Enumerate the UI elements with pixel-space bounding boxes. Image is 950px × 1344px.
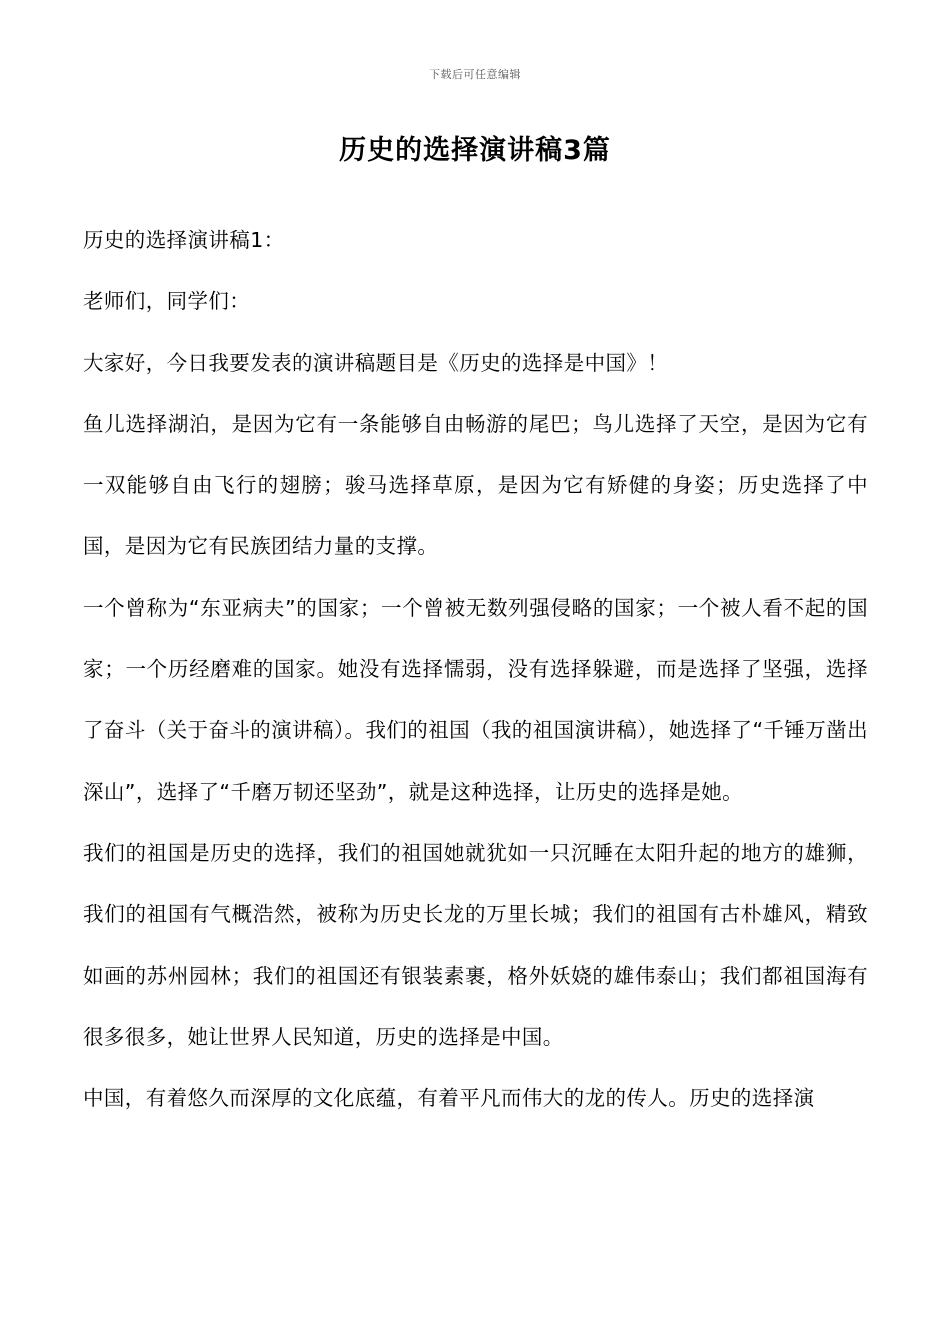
paragraph: 鱼儿选择湖泊，是因为它有一条能够自由畅游的尾巴；鸟儿选择了天空，是因为它有一双能够自由飞行的翅膀；骏马选择草原，是因为它有矫健的身姿；历史选择了中国，是因为它有民族团结力量的支撑。 [83,411,868,559]
document-title: 历史的选择演讲稿3篇 [339,135,611,166]
paragraph: 中国，有着悠久而深厚的文化底蕴，有着平凡而伟大的龙的传人。历史的选择演 [83,1086,815,1111]
speech-subtitle: 历史的选择演讲稿1： [83,228,285,252]
salutation: 老师们，同学们： [83,289,251,314]
document-body [83,210,868,1129]
paragraph: 大家好，今日我要发表的演讲稿题目是《历史的选择是中国》！ [83,350,669,375]
paragraph: 我们的祖国是历史的选择，我们的祖国她就犹如一只沉睡在太阳升起的地方的雄狮，我们的祖国有气概浩然，被称为历史长龙的万里长城；我们的祖国有古朴雄风，精致如画的苏州园林；我们的祖国还有银装素裹，格外妖娆的雄伟泰山；我们都祖国海有很多很多，她让世界人民知道，历史的选择是中国。 [83,840,868,1049]
paragraph: 一个曾称为“东亚病夫”的国家；一个曾被无数列强侵略的国家；一个被人看不起的国家；一个历经磨难的国家。她没有选择懦弱，没有选择躲避，而是选择了坚强，选择了奋斗（关于奋斗的演讲稿）。我们的祖国（我的祖国演讲稿），她选择了“千锤万凿出深山”，选择了“千磨万韧还坚劲”，就是这种选择，让历史的选择是她。 [83,595,868,804]
header-note: 下载后可任意编辑 [429,68,521,81]
